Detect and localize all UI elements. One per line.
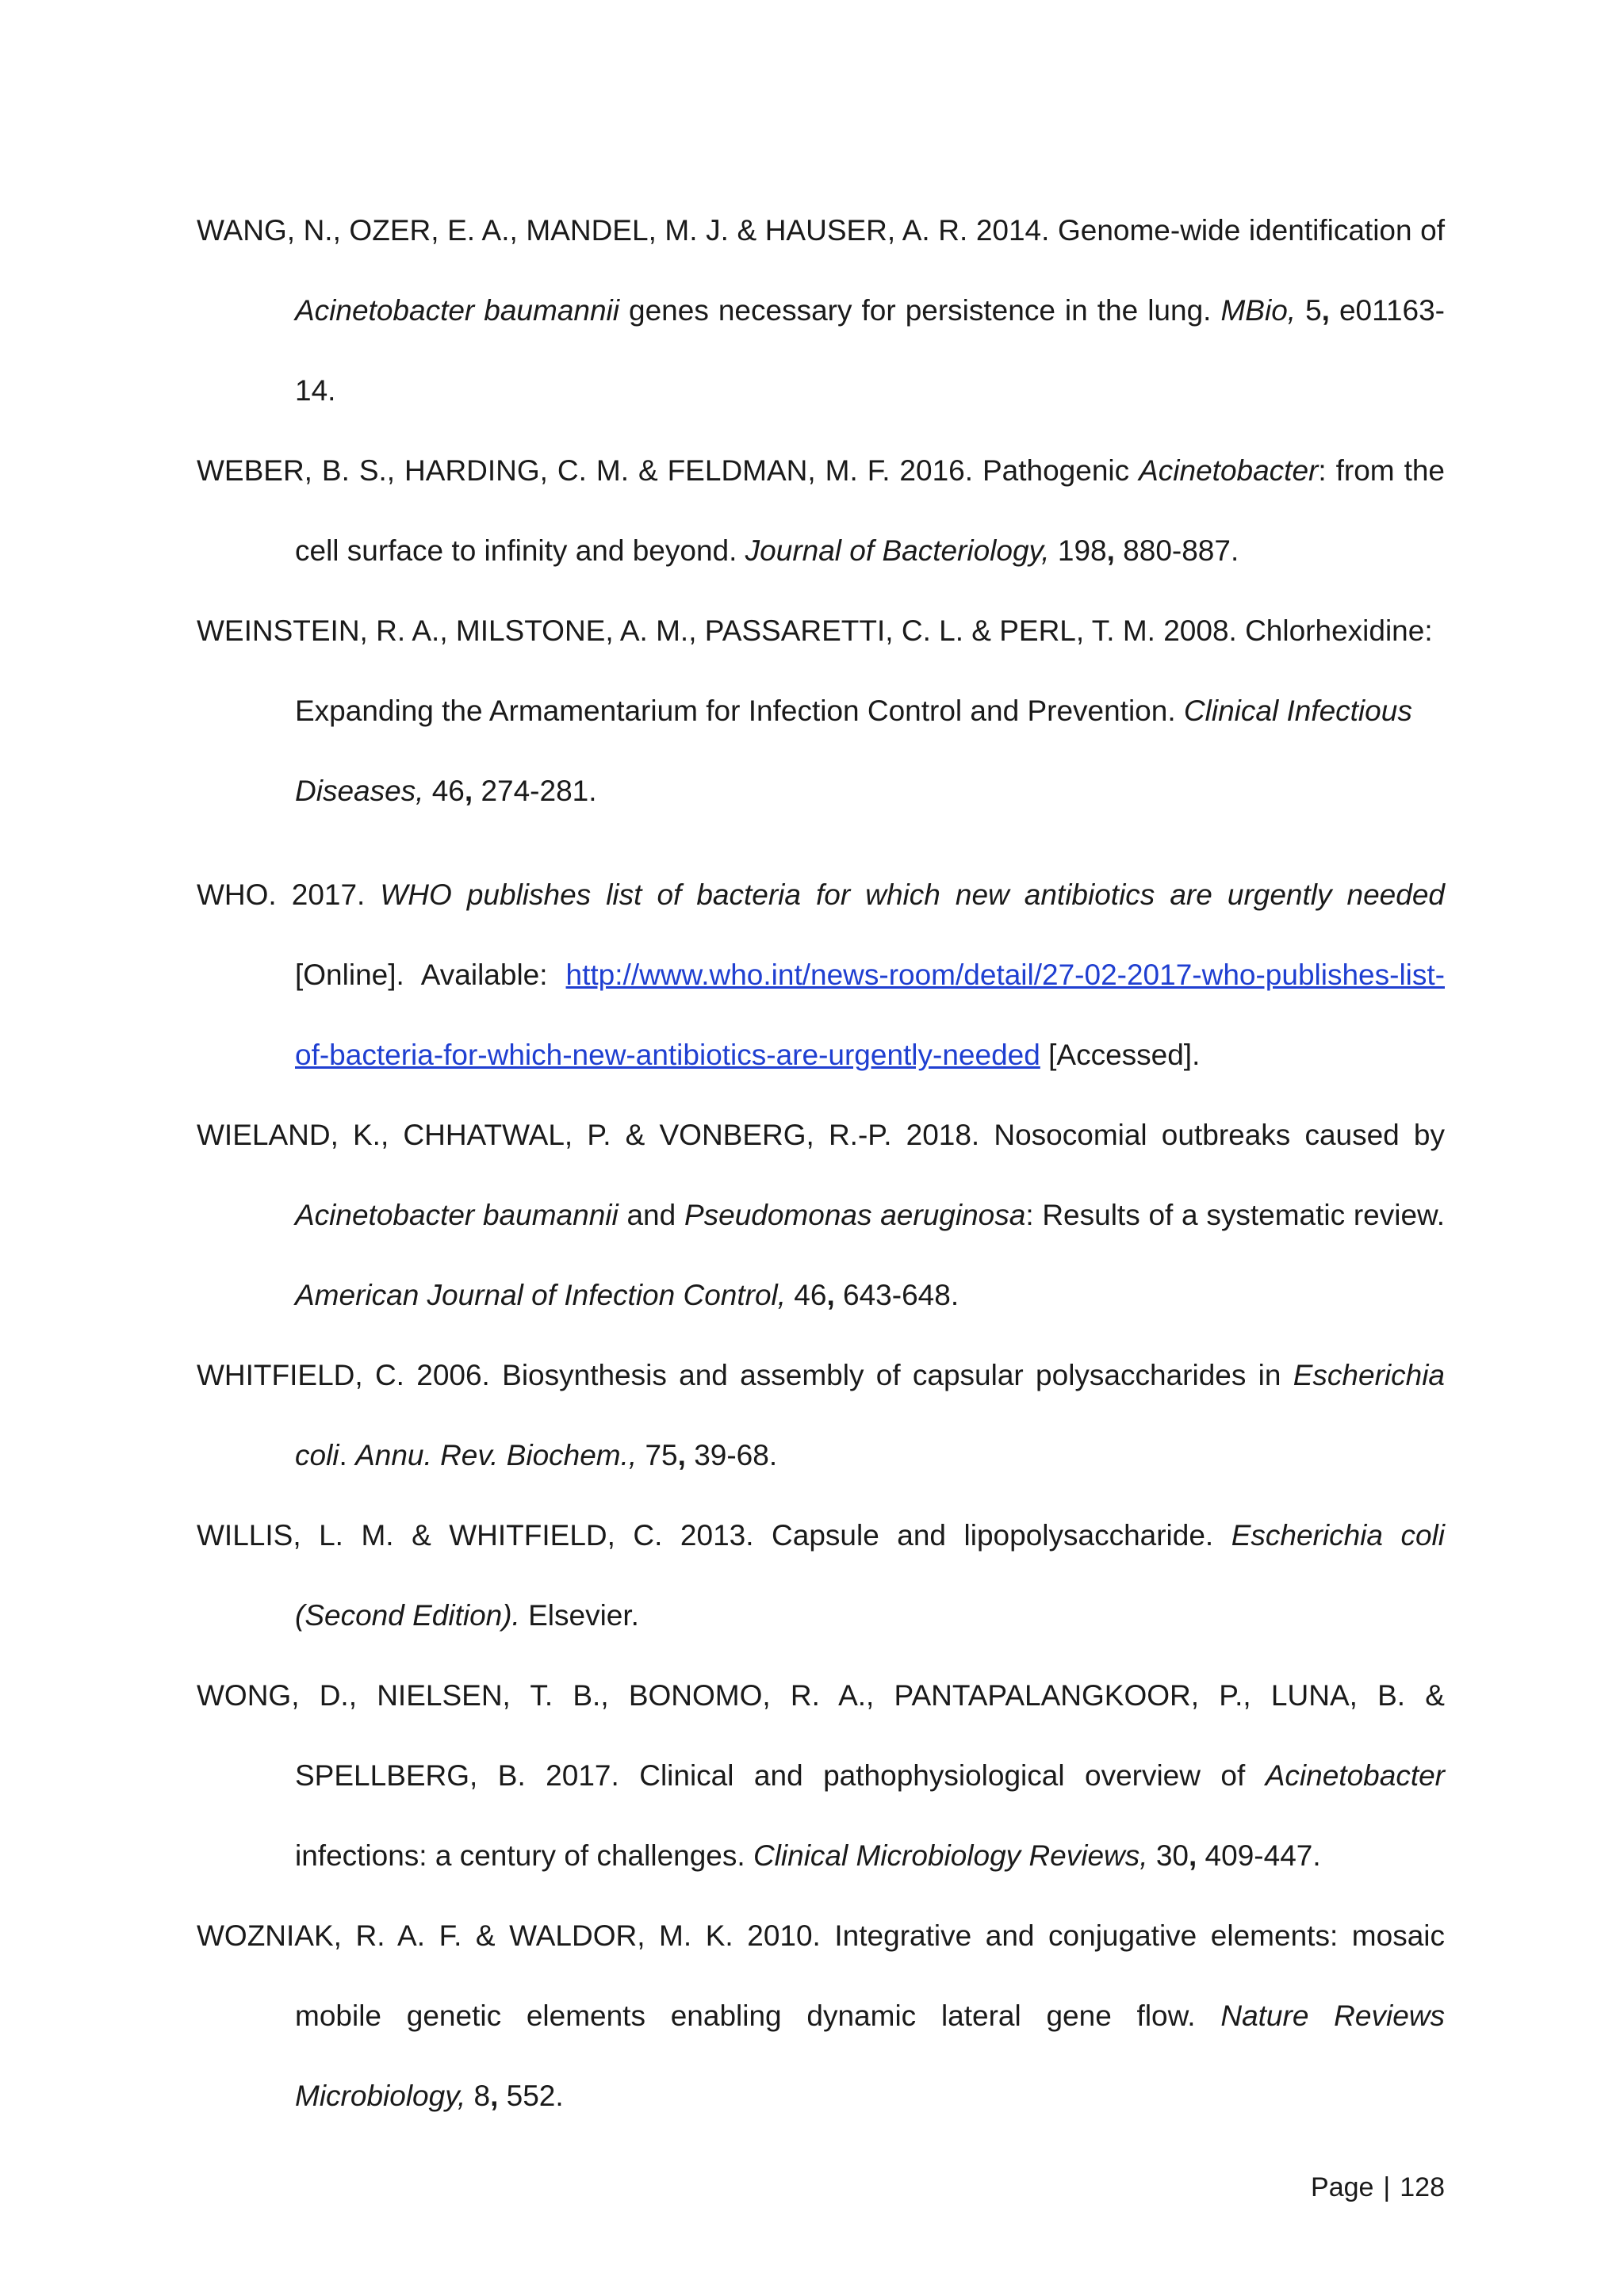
reference-italic-text: MBio, — [1220, 294, 1297, 327]
reference-entry — [197, 855, 1445, 1095]
reference-text: 643-648. — [834, 1279, 959, 1311]
reference-italic-text: Acinetobacter baumannii — [295, 294, 619, 327]
reference-text: genes necessary for persistence in the lung. — [619, 294, 1221, 327]
reference-text: 39-68. — [685, 1439, 778, 1471]
reference-entry — [197, 190, 1445, 430]
reference-text: e01163-14. — [295, 294, 1445, 407]
reference-text: , — [1321, 294, 1330, 327]
reference-italic-text: Pseudomonas aeruginosa — [684, 1199, 1026, 1231]
reference-italic-text: Acinetobacter — [1139, 454, 1319, 487]
reference-text: infections: a century of challenges. — [295, 1839, 753, 1872]
reference-text: WEBER, B. S., HARDING, C. M. & FELDMAN, M. F. 2016. Pathogenic — [197, 454, 1139, 487]
reference-entry — [197, 1655, 1445, 1896]
reference-entry — [197, 1495, 1445, 1655]
reference-entry — [197, 1335, 1445, 1495]
page-label: Page — [1311, 2172, 1374, 2202]
reference-text: WOZNIAK, R. A. F. & WALDOR, M. K. 2010. Integrative and conjugative elements: mosaic mobile genetic elements enabling dynamic lateral gene flow. — [197, 1919, 1445, 2032]
reference-text: WILLIS, L. M. & WHITFIELD, C. 2013. Capsule and lipopolysaccharide. — [197, 1519, 1231, 1552]
reference-text: 75 — [637, 1439, 678, 1471]
reference-text: 46 — [786, 1279, 827, 1311]
reference-italic-text: Journal of Bacteriology, — [745, 534, 1050, 567]
page-footer — [1311, 2172, 1445, 2203]
reference-italic-text: Clinical Infectious Diseases, — [295, 695, 1412, 807]
reference-text: . — [339, 1439, 356, 1471]
reference-entry — [197, 430, 1445, 591]
reference-text: 880-887. — [1114, 534, 1239, 567]
reference-text: 274-281. — [473, 775, 597, 807]
reference-text: 409-447. — [1197, 1839, 1321, 1872]
reference-text: and — [618, 1199, 684, 1231]
reference-italic-text: Acinetobacter — [1265, 1759, 1445, 1792]
reference-italic-text: Nature Reviews Microbiology, — [295, 1999, 1445, 2112]
reference-italic-text: Annu. Rev. Biochem., — [355, 1439, 638, 1471]
reference-entry — [197, 591, 1445, 831]
reference-text: 46 — [423, 775, 465, 807]
reference-text: WIELAND, K., CHHATWAL, P. & VONBERG, R.-P. 2018. Nosocomial outbreaks caused by — [197, 1119, 1445, 1151]
reference-link[interactable]: http://www.who.int/news-room/detail/27-02-2017-who-publishes-list-of-bacteria-for-which-new-antibiotics-are-urgently-needed — [295, 959, 1445, 1071]
reference-text: WEINSTEIN, R. A., MILSTONE, A. M., PASSARETTI, C. L. & PERL, T. M. 2008. Chlorhexidine: Expanding the Armamentarium for Infection Control and Prevention. — [197, 614, 1433, 727]
reference-text: , — [1106, 534, 1115, 567]
reference-text: [Accessed]. — [1040, 1039, 1201, 1071]
reference-text: , — [677, 1439, 686, 1471]
page-number: 128 — [1400, 2172, 1445, 2202]
reference-italic-text: WHO publishes list of bacteria for which new antibiotics are urgently needed — [380, 878, 1445, 911]
reference-text: WANG, N., OZER, E. A., MANDEL, M. J. & HAUSER, A. R. 2014. Genome-wide identification of — [197, 214, 1445, 247]
reference-text: Elsevier. — [519, 1599, 639, 1632]
reference-text: 552. — [498, 2080, 564, 2112]
page-separator: | — [1383, 2172, 1391, 2202]
reference-text: , — [490, 2080, 499, 2112]
reference-text: : from the cell surface to infinity and beyond. — [295, 454, 1446, 567]
reference-text: : Results of a systematic review. — [1025, 1199, 1445, 1231]
reference-entry — [197, 1095, 1445, 1335]
reference-entry — [197, 1896, 1445, 2136]
reference-text: 5 — [1296, 294, 1322, 327]
reference-italic-text: American Journal of Infection Control, — [295, 1279, 787, 1311]
reference-text: WHITFIELD, C. 2006. Biosynthesis and assembly of capsular polysaccharides in — [197, 1359, 1293, 1391]
reference-text: , — [464, 775, 473, 807]
reference-italic-text: Acinetobacter baumannii — [295, 1199, 619, 1231]
reference-italic-text: Escherichia coli — [295, 1359, 1445, 1471]
reference-italic-text: Escherichia coli (Second Edition). — [295, 1519, 1445, 1632]
reference-text: 30 — [1147, 1839, 1189, 1872]
reference-text: [Online]. Available: — [295, 959, 566, 991]
reference-italic-text: Clinical Microbiology Reviews, — [753, 1839, 1148, 1872]
reference-text: WHO. 2017. — [197, 878, 381, 911]
reference-text: , — [826, 1279, 835, 1311]
reference-text: 198 — [1049, 534, 1107, 567]
reference-text: WONG, D., NIELSEN, T. B., BONOMO, R. A., PANTAPALANGKOOR, P., LUNA, B. & SPELLBERG, B. 2017. Clinical and pathophysiological overview of — [197, 1679, 1445, 1792]
reference-text: , — [1189, 1839, 1197, 1872]
reference-text: 8 — [465, 2080, 491, 2112]
reference-list — [197, 190, 1445, 2136]
